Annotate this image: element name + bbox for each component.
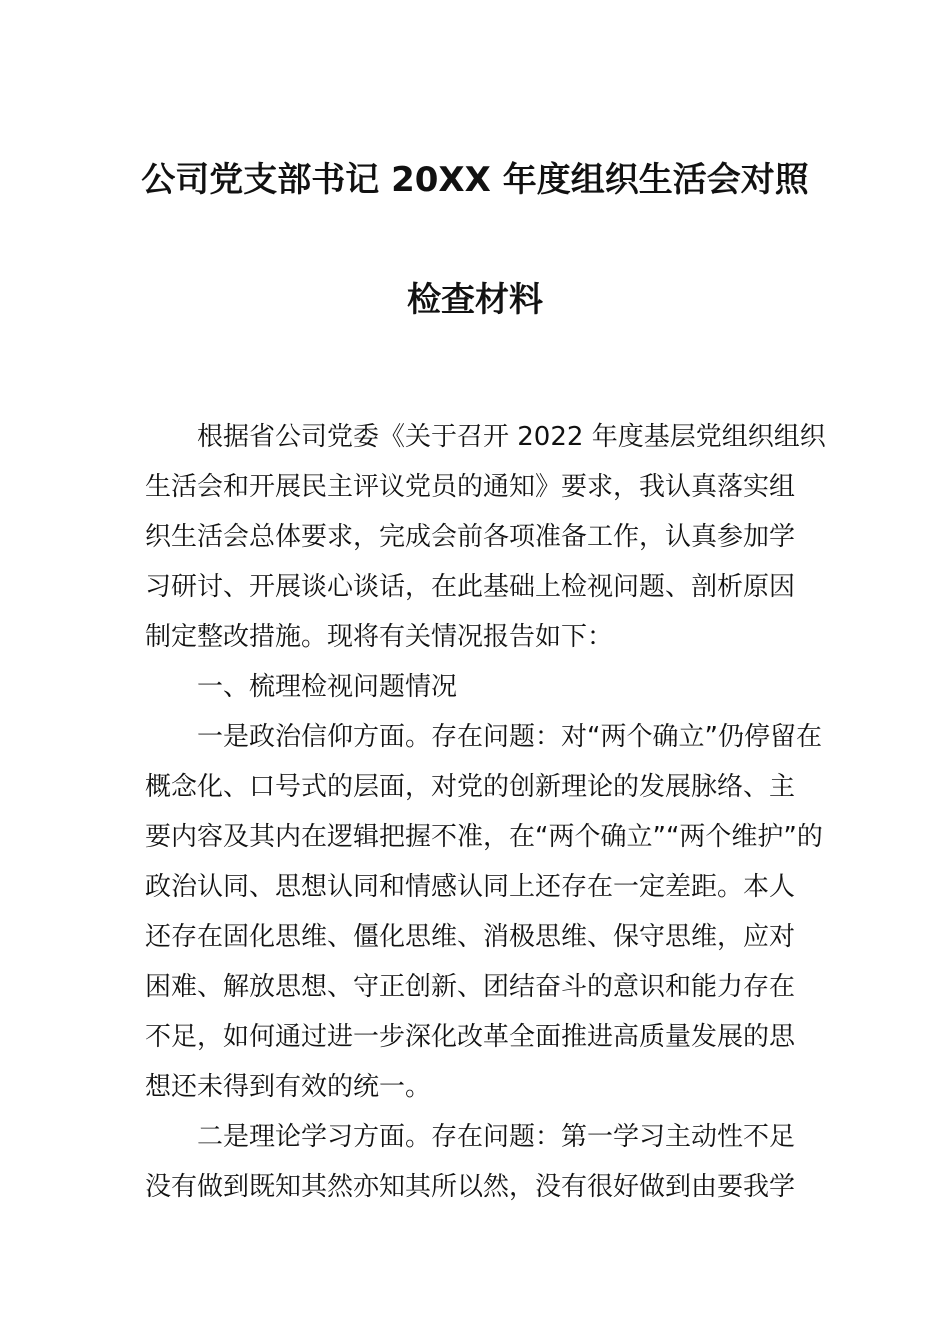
paragraph-2-line: 一是政治信仰方面。存在问题：对“两个确立”仍停留在	[197, 722, 822, 752]
paragraph-2-line: 想还未得到有效的统一。	[145, 1072, 432, 1102]
document-title-line-2: 检查材料	[407, 280, 543, 320]
paragraph-2-line: 政治认同、思想认同和情感认同上还存在一定差距。本人	[145, 872, 796, 902]
paragraph-3-line: 没有做到既知其然亦知其所以然，没有很好做到由要我学	[145, 1172, 796, 1202]
paragraph-2-line: 要内容及其内在逻辑把握不准，在“两个确立”“两个维护”的	[145, 822, 823, 852]
paragraph-2-line: 概念化、口号式的层面，对党的创新理论的发展脉络、主	[145, 772, 796, 802]
paragraph-1-line: 习研讨、开展谈心谈话，在此基础上检视问题、剖析原因	[145, 572, 796, 602]
paragraph-2-line: 还存在固化思维、僵化思维、消极思维、保守思维，应对	[145, 922, 796, 952]
paragraph-3-line: 二是理论学习方面。存在问题：第一学习主动性不足	[197, 1122, 796, 1152]
document-body	[145, 412, 826, 1212]
paragraph-1-line: 生活会和开展民主评议党员的通知》要求，我认真落实组	[145, 472, 796, 502]
paragraph-1-line: 制定整改措施。现将有关情况报告如下：	[145, 622, 614, 652]
document-title-line-1: 公司党支部书记 20XX 年度组织生活会对照	[141, 160, 809, 200]
paragraph-2-line: 困难、解放思想、守正创新、团结奋斗的意识和能力存在	[145, 972, 796, 1002]
paragraph-1-line: 织生活会总体要求，完成会前各项准备工作，认真参加学	[145, 522, 796, 552]
paragraph-2-line: 不足，如何通过进一步深化改革全面推进高质量发展的思	[145, 1022, 796, 1052]
paragraph-1-line: 根据省公司党委《关于召开 2022 年度基层党组织组织	[197, 422, 826, 452]
section-heading: 一、梳理检视问题情况	[197, 672, 458, 702]
